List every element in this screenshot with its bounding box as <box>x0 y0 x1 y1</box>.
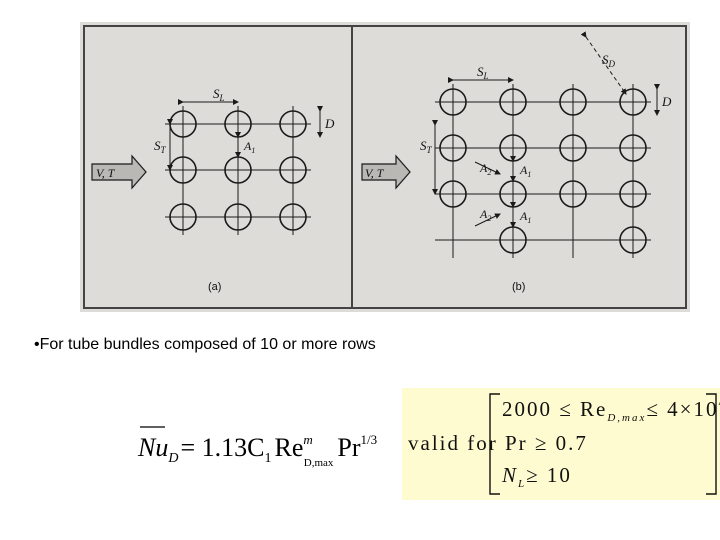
label-st-b: $S_T$ <box>420 138 432 155</box>
label-a1-b: $A_1$ <box>520 163 532 179</box>
bullet-text: •For tube bundles composed of 10 or more rows <box>34 336 376 353</box>
validity-line-2: valid for Pr ≥ 0.7 <box>408 431 588 455</box>
label-sl-a: $S_L$ <box>213 86 225 103</box>
label-sd-b: $S_D$ <box>602 52 615 69</box>
panel-a-crosshairs <box>165 106 311 235</box>
label-a1-b-lower: $A_1$ <box>520 209 532 225</box>
label-d-a: D <box>325 116 335 131</box>
label-st-a: $S_T$ <box>154 138 166 155</box>
tube-bank-diagram <box>80 22 690 312</box>
equation-text: $Nu_D= 1.13C_1$ Re$^m$ D,maxPr$^{1/3}$ <box>138 432 378 469</box>
validity-line-1: $2000 \le Re_{D,max}\le 4\times 10$ <box>502 397 719 424</box>
panel-b-tubes <box>440 89 646 253</box>
tube-bank-figure <box>80 22 690 312</box>
panel-b-crosshairs <box>435 84 651 258</box>
flow-label-b: V, T <box>365 166 384 180</box>
label-d-b: D <box>662 94 672 109</box>
panel-b-label: (b) <box>512 281 526 293</box>
flow-label-a: V, T <box>96 166 115 180</box>
validity-conditions <box>402 388 720 500</box>
nusselt-equation <box>120 398 378 488</box>
label-a2-b: $A_2$ <box>480 161 492 177</box>
label-a1-a: $A_1$ <box>244 139 256 155</box>
label-sl-b: $S_L$ <box>477 64 489 81</box>
validity-svg <box>402 388 720 500</box>
panel-a-label: (a) <box>208 281 222 293</box>
panel-b-dimensions <box>435 37 657 227</box>
equation-svg <box>120 398 378 488</box>
validity-line-3: $N_L\ge 10$ <box>502 463 572 490</box>
label-a2-b-lower: $A_2$ <box>480 207 492 223</box>
